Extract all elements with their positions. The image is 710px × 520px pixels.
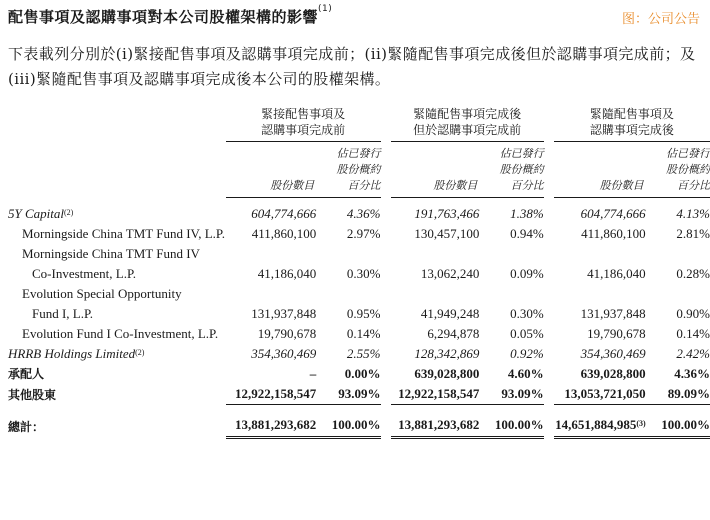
table-row: [8, 264, 710, 284]
shares-cell: 12,922,158,547: [391, 384, 486, 405]
shares-cell: 130,457,100: [414, 226, 480, 241]
percent-cell: 0.09%: [510, 266, 544, 281]
row-label: Evolution Special Opportunity: [22, 286, 182, 301]
shares-cell: 354,360,469: [251, 346, 317, 361]
table-row: [8, 244, 710, 264]
percent-cell: 0.92%: [510, 346, 544, 361]
row-label: 承配人: [8, 367, 45, 381]
shares-cell: 131,937,848: [580, 306, 646, 321]
shareholding-table: [8, 106, 710, 439]
percent-cell: 2.55%: [346, 346, 381, 361]
group-header-after-placing: 緊隨配售事項完成後 但於認購事項完成前: [391, 106, 544, 142]
shares-cell: 41,949,248: [420, 306, 480, 321]
footnote-ref: (3): [636, 418, 646, 428]
percent-header: 佔已發行 股份概約 百分比: [485, 142, 543, 198]
shares-cell: 13,881,293,682: [226, 415, 322, 438]
percent-cell: [485, 284, 543, 304]
percent-cell: 0.90%: [676, 306, 710, 321]
row-label: Morningside China TMT Fund IV, L.P.: [22, 226, 225, 241]
percent-cell: 0.14%: [676, 326, 710, 341]
percent-cell: 4.36%: [346, 206, 381, 221]
percent-cell: 93.09%: [485, 384, 543, 405]
shares-cell: 13,062,240: [420, 266, 480, 281]
percent-cell: 0.00%: [344, 366, 381, 381]
shares-header: 股份數目: [226, 142, 322, 198]
row-label: 5Y Capital$^{(2)}$: [8, 206, 74, 221]
footnote-ref: (2): [64, 208, 74, 217]
percent-cell: 4.60%: [507, 366, 544, 381]
percent-cell: 0.28%: [676, 266, 710, 281]
percent-cell: 89.09%: [652, 384, 710, 405]
shares-cell: 128,342,869: [414, 346, 480, 361]
percent-cell: [485, 244, 543, 264]
table-row: [8, 304, 710, 324]
percent-cell: [652, 244, 710, 264]
shares-cell: 639,028,800: [580, 366, 646, 381]
row-label: HRRB Holdings Limited$^{(2)}$: [8, 346, 145, 361]
percent-cell: 100.00%: [485, 415, 543, 438]
shares-cell: [554, 284, 652, 304]
percent-cell: 2.97%: [346, 226, 381, 241]
table-row: [8, 224, 710, 244]
shares-cell: 41,186,040: [257, 266, 317, 281]
intro-paragraph: 下表載列分別於(i)緊接配售事項及認購事項完成前；(ii)緊隨配售事項完成後但於認購事項完成前；及(iii)緊隨配售事項及認購事項完成後本公司的股權架構。: [8, 45, 696, 88]
row-label: Morningside China TMT Fund IV: [22, 246, 200, 261]
shares-cell: [226, 284, 322, 304]
percent-cell: 0.95%: [346, 306, 381, 321]
shares-cell: [226, 244, 322, 264]
table-row: [8, 344, 710, 364]
row-label: Fund I, L.P.: [32, 306, 94, 321]
shares-cell: 604,774,666: [580, 206, 646, 221]
shares-cell: 131,937,848: [251, 306, 317, 321]
percent-cell: 100.00%: [322, 415, 380, 438]
shares-cell: [391, 284, 486, 304]
percent-cell: [322, 284, 380, 304]
shares-cell: 14,651,884,985$^{(3)}$: [554, 415, 652, 438]
shares-cell: 19,790,678: [587, 326, 646, 341]
shares-cell: [554, 244, 652, 264]
shares-cell: 13,881,293,682: [391, 415, 486, 438]
shares-cell: 411,860,100: [251, 226, 317, 241]
table-row: [8, 324, 710, 344]
table-row: [8, 364, 710, 384]
footnote-ref: (2): [135, 348, 145, 357]
percent-cell: 0.30%: [346, 266, 381, 281]
title-footnote-ref: (1): [318, 4, 333, 14]
shares-cell: 12,922,158,547: [226, 384, 322, 405]
percent-header: 佔已發行 股份概約 百分比: [652, 142, 710, 198]
percent-cell: 93.09%: [322, 384, 380, 405]
percent-cell: 0.30%: [510, 306, 544, 321]
percent-cell: 4.36%: [674, 366, 710, 381]
group-header-row: [8, 106, 710, 142]
table-row: [8, 284, 710, 304]
percent-cell: 100.00%: [652, 415, 710, 438]
group-header-after-subscription: 緊隨配售事項及 認購事項完成後: [554, 106, 710, 142]
percent-header: 佔已發行 股份概約 百分比: [322, 142, 380, 198]
percent-cell: 2.81%: [676, 226, 710, 241]
percent-cell: 0.14%: [346, 326, 381, 341]
row-label: 總計：: [8, 420, 45, 434]
shares-cell: 6,294,878: [427, 326, 480, 341]
row-label: Co-Investment, L.P.: [32, 266, 136, 281]
sub-header-row: [8, 142, 710, 198]
row-label: Evolution Fund I Co-Investment, L.P.: [22, 326, 219, 341]
shares-cell: 604,774,666: [251, 206, 317, 221]
source-label: 图：公司公告: [621, 12, 700, 27]
percent-cell: 0.94%: [510, 226, 544, 241]
percent-cell: 4.13%: [676, 206, 710, 221]
row-label: 其他股東: [8, 387, 57, 402]
section-title: 配售事項及認購事項對本公司股權架構的影響$^{(1)}$: [8, 4, 333, 26]
total-row: [8, 415, 710, 438]
percent-cell: [652, 284, 710, 304]
shares-cell: –: [309, 366, 317, 381]
shares-cell: 639,028,800: [414, 366, 480, 381]
percent-cell: 2.42%: [676, 346, 710, 361]
group-header-before: 緊接配售事項及 認購事項完成前: [226, 106, 381, 142]
shares-cell: 13,053,721,050: [554, 384, 652, 405]
shares-header: 股份數目: [554, 142, 652, 198]
shares-cell: 191,763,466: [414, 206, 480, 221]
table-row: [8, 384, 710, 405]
table-row: [8, 198, 710, 225]
percent-cell: 0.05%: [510, 326, 544, 341]
shares-cell: 19,790,678: [257, 326, 317, 341]
percent-cell: [322, 244, 380, 264]
shares-cell: 41,186,040: [587, 266, 646, 281]
spacer-row: [8, 405, 710, 415]
percent-cell: 1.38%: [510, 206, 544, 221]
shares-header: 股份數目: [391, 142, 486, 198]
shares-cell: [391, 244, 486, 264]
shares-cell: 411,860,100: [581, 226, 646, 241]
shares-cell: 354,360,469: [580, 346, 646, 361]
